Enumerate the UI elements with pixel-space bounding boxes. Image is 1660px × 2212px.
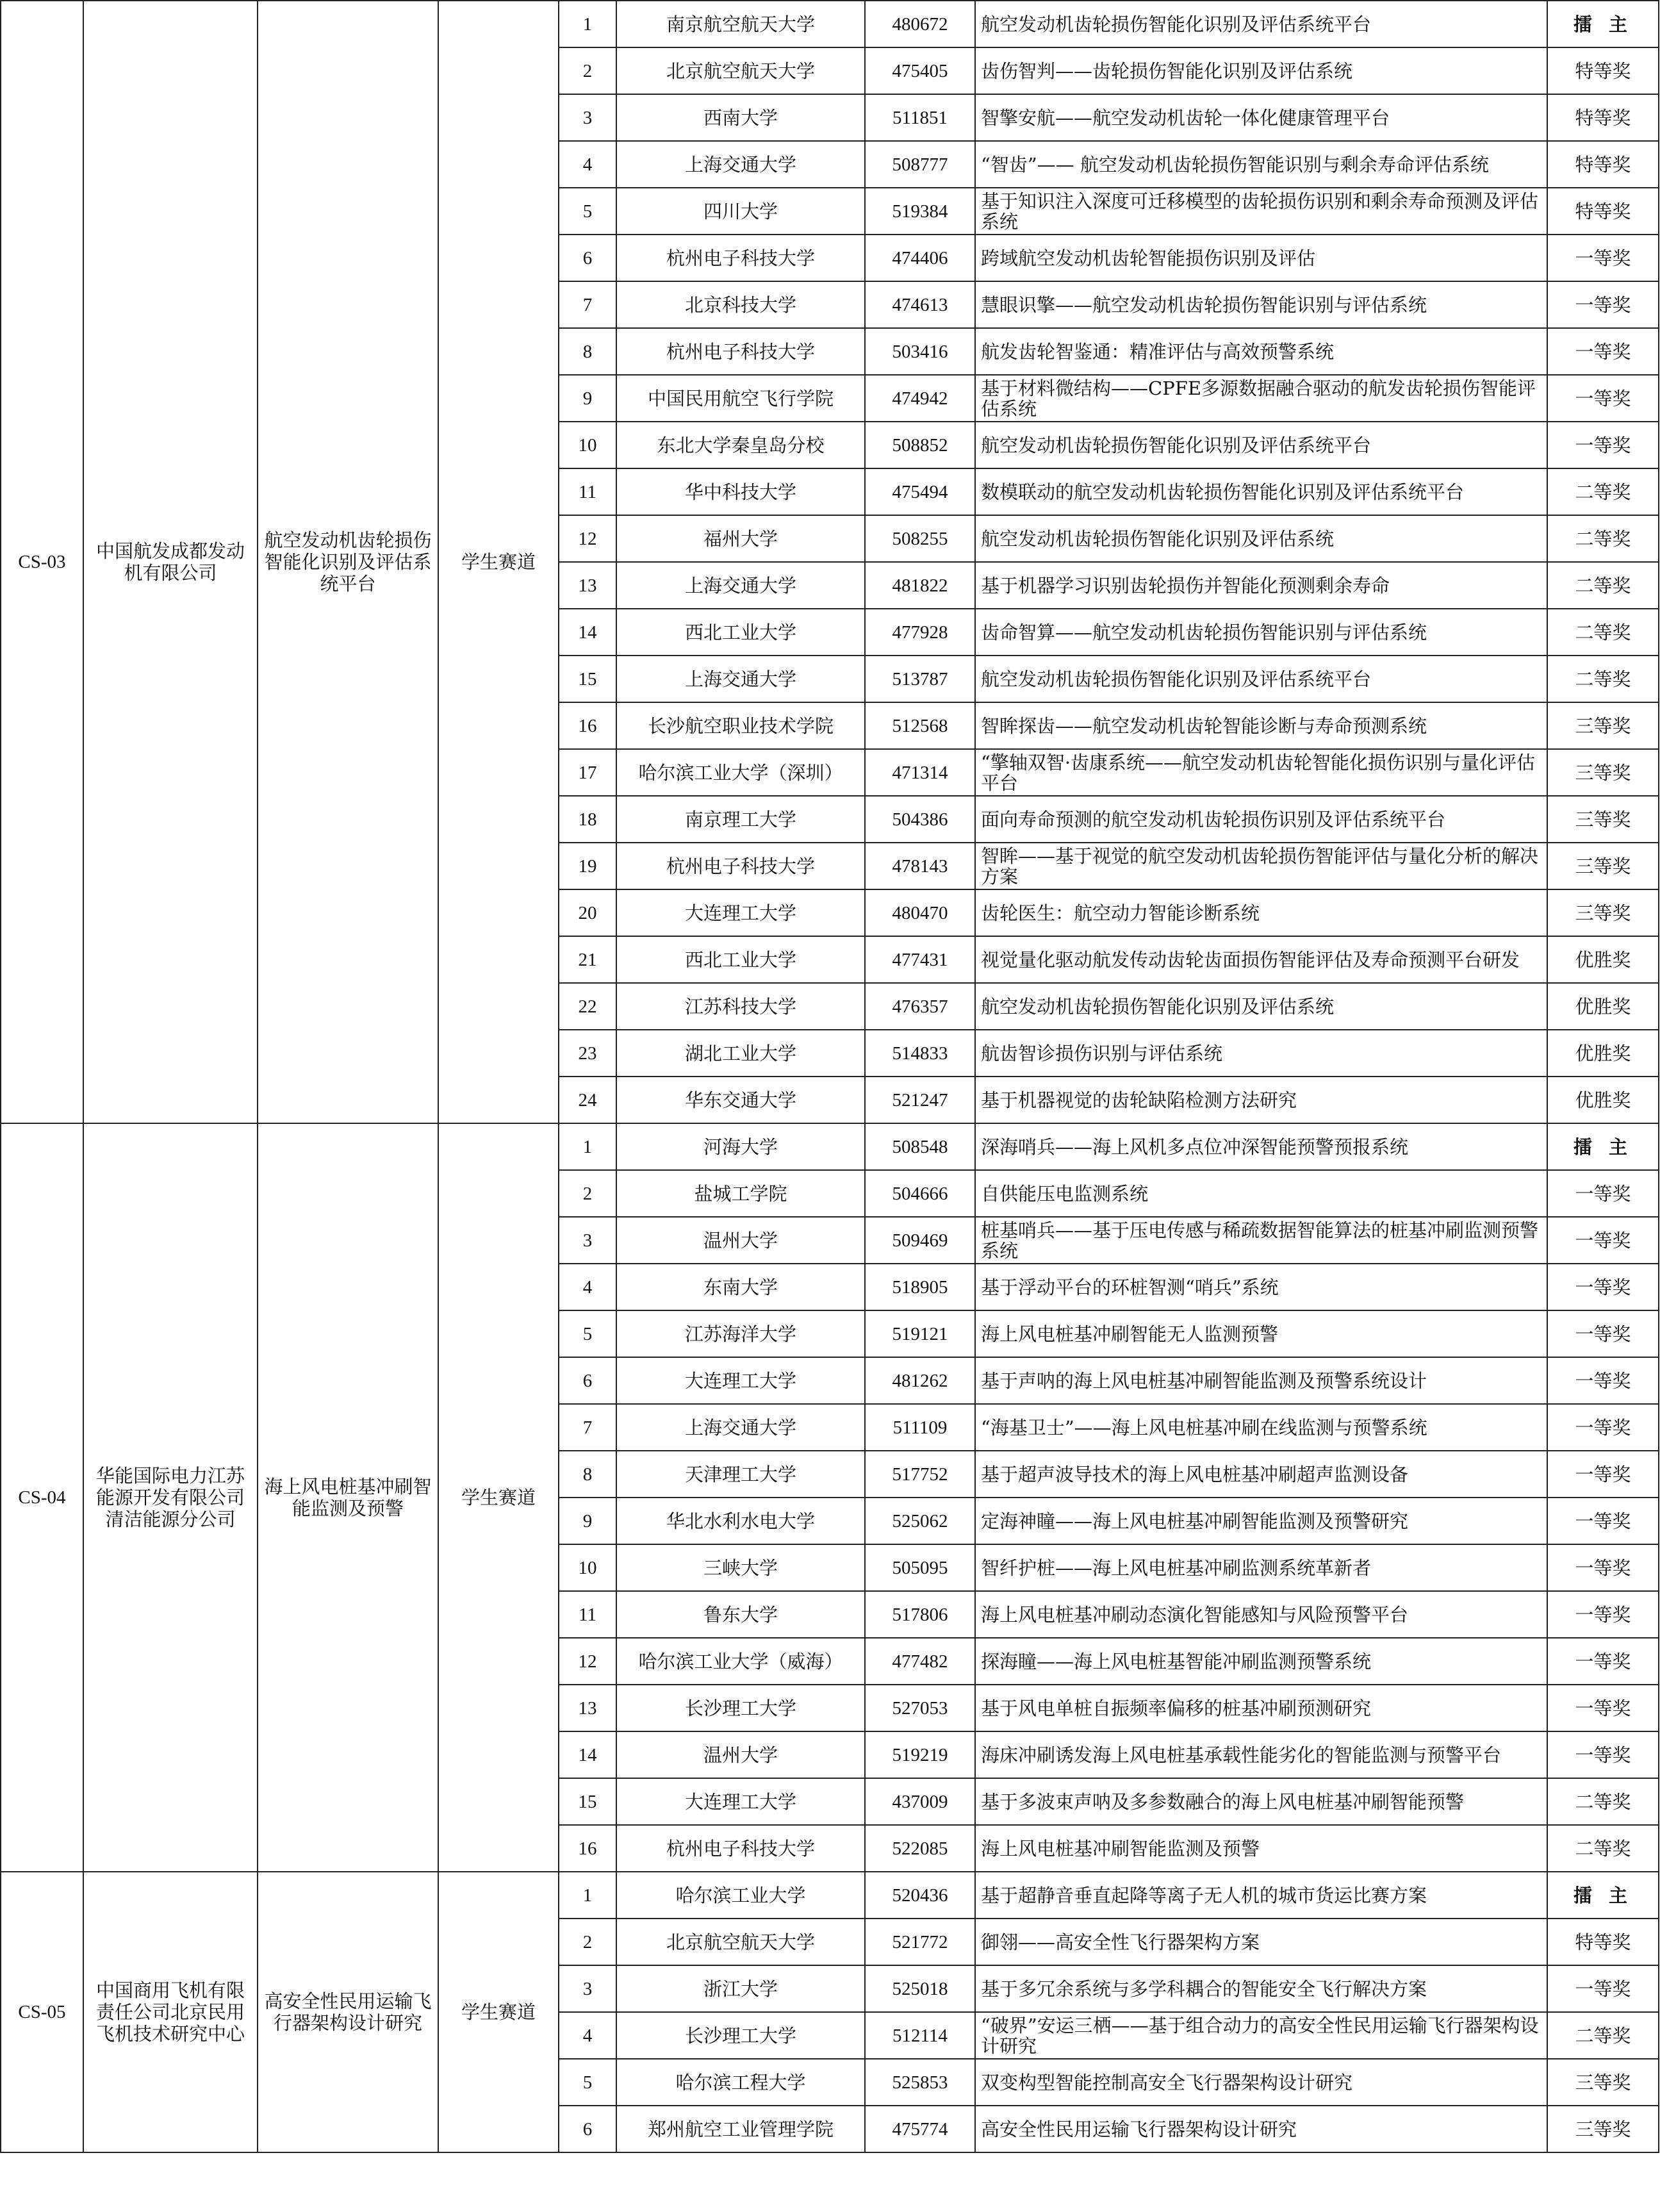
award-level: 特等奖 (1547, 47, 1659, 94)
award-level: 三等奖 (1547, 702, 1659, 749)
award-level: 擂 主 (1547, 1, 1659, 47)
entry-id: 505095 (865, 1544, 975, 1591)
entry-id: 512568 (865, 702, 975, 749)
school-name: 哈尔滨工业大学（深圳） (616, 749, 865, 796)
entry-id: 481262 (865, 1357, 975, 1404)
project-title: 航空发动机齿轮损伤智能化识别及评估系统 (975, 983, 1547, 1030)
row-number: 14 (559, 1731, 616, 1778)
award-level: 三等奖 (1547, 749, 1659, 796)
school-name: 大连理工大学 (616, 1778, 865, 1825)
row-number: 16 (559, 702, 616, 749)
award-level: 二等奖 (1547, 609, 1659, 656)
table-body (1, 1, 1659, 2152)
entry-id: 527053 (865, 1685, 975, 1731)
row-number: 21 (559, 936, 616, 983)
award-level: 三等奖 (1547, 889, 1659, 936)
school-name: 盐城工学院 (616, 1170, 865, 1217)
project-title: 深海哨兵——海上风机多点位冲深智能预警预报系统 (975, 1123, 1547, 1170)
project-title: 基于浮动平台的环桩智测“哨兵”系统 (975, 1264, 1547, 1310)
project-title: 海床冲刷诱发海上风电桩基承载性能劣化的智能监测与预警平台 (975, 1731, 1547, 1778)
project-title: 海上风电桩基冲刷智能无人监测预警 (975, 1310, 1547, 1357)
project-title: 基于机器学习识别齿轮损伤并智能化预测剩余寿命 (975, 562, 1547, 609)
project-title: 基于多波束声呐及多参数融合的海上风电桩基冲刷智能预警 (975, 1778, 1547, 1825)
school-name: 杭州电子科技大学 (616, 1825, 865, 1872)
entry-id: 437009 (865, 1778, 975, 1825)
entry-id: 521772 (865, 1919, 975, 1965)
entry-id: 475494 (865, 468, 975, 515)
row-number: 2 (559, 1170, 616, 1217)
award-level: 一等奖 (1547, 1404, 1659, 1451)
award-level: 一等奖 (1547, 1965, 1659, 2012)
row-number: 5 (559, 188, 616, 235)
project-title: 航空发动机齿轮损伤智能化识别及评估系统平台 (975, 656, 1547, 702)
school-name: 哈尔滨工业大学（威海） (616, 1638, 865, 1685)
school-name: 长沙理工大学 (616, 2012, 865, 2059)
row-number: 1 (559, 1872, 616, 1919)
award-level: 一等奖 (1547, 422, 1659, 468)
award-level: 一等奖 (1547, 1357, 1659, 1404)
school-name: 西北工业大学 (616, 609, 865, 656)
award-level: 特等奖 (1547, 188, 1659, 235)
row-number: 13 (559, 1685, 616, 1731)
award-level: 三等奖 (1547, 843, 1659, 889)
award-level: 优胜奖 (1547, 1030, 1659, 1077)
school-name: 江苏科技大学 (616, 983, 865, 1030)
project-title: 齿命智算——航空发动机齿轮损伤智能识别与评估系统 (975, 609, 1547, 656)
school-name: 长沙航空职业技术学院 (616, 702, 865, 749)
award-level: 三等奖 (1547, 2106, 1659, 2152)
entry-id: 503416 (865, 328, 975, 375)
school-name: 北京航空航天大学 (616, 47, 865, 94)
row-number: 8 (559, 1451, 616, 1498)
project-title: “擎轴双智·齿康系统——航空发动机齿轮智能化损伤识别与量化评估平台 (975, 749, 1547, 796)
row-number: 11 (559, 1591, 616, 1638)
award-level: 一等奖 (1547, 1451, 1659, 1498)
row-number: 15 (559, 656, 616, 702)
school-name: 长沙理工大学 (616, 1685, 865, 1731)
project-title: 航空发动机齿轮损伤智能化识别及评估系统平台 (975, 1, 1547, 47)
project-title: 航空发动机齿轮损伤智能化识别及评估系统 (975, 515, 1547, 562)
entry-id: 511851 (865, 94, 975, 141)
project-title: 数模联动的航空发动机齿轮损伤智能化识别及评估系统平台 (975, 468, 1547, 515)
school-name: 上海交通大学 (616, 141, 865, 188)
entry-id: 513787 (865, 656, 975, 702)
row-number: 24 (559, 1077, 616, 1123)
project-title: 基于超声波导技术的海上风电桩基冲刷超声监测设备 (975, 1451, 1547, 1498)
project-title: 海上风电桩基冲刷动态演化智能感知与风险预警平台 (975, 1591, 1547, 1638)
row-number: 1 (559, 1, 616, 47)
school-name: 中国民用航空飞行学院 (616, 375, 865, 422)
group-company: 华能国际电力江苏能源开发有限公司清洁能源分公司 (83, 1123, 258, 1872)
award-level: 三等奖 (1547, 796, 1659, 843)
award-level: 二等奖 (1547, 656, 1659, 702)
project-title: 基于超静音垂直起降等离子无人机的城市货运比赛方案 (975, 1872, 1547, 1919)
award-level: 一等奖 (1547, 1638, 1659, 1685)
award-level: 二等奖 (1547, 562, 1659, 609)
school-name: 温州大学 (616, 1217, 865, 1264)
row-number: 23 (559, 1030, 616, 1077)
entry-id: 519384 (865, 188, 975, 235)
entry-id: 474406 (865, 235, 975, 281)
row-number: 3 (559, 1965, 616, 2012)
table-row (1, 1123, 1659, 1170)
project-title: 定海神瞳——海上风电桩基冲刷智能监测及预警研究 (975, 1498, 1547, 1544)
award-level: 一等奖 (1547, 1685, 1659, 1731)
entry-id: 477431 (865, 936, 975, 983)
row-number: 18 (559, 796, 616, 843)
row-number: 12 (559, 1638, 616, 1685)
project-title: 齿伤智判——齿轮损伤智能化识别及评估系统 (975, 47, 1547, 94)
entry-id: 478143 (865, 843, 975, 889)
entry-id: 481822 (865, 562, 975, 609)
row-number: 16 (559, 1825, 616, 1872)
project-title: 海上风电桩基冲刷智能监测及预警 (975, 1825, 1547, 1872)
entry-id: 504666 (865, 1170, 975, 1217)
school-name: 华北水利水电大学 (616, 1498, 865, 1544)
group-code: CS-05 (1, 1872, 83, 2152)
group-company: 中国航发成都发动机有限公司 (83, 1, 258, 1123)
entry-id: 508852 (865, 422, 975, 468)
entry-id: 474613 (865, 281, 975, 328)
school-name: 上海交通大学 (616, 656, 865, 702)
group-topic: 海上风电桩基冲刷智能监测及预警 (258, 1123, 438, 1872)
row-number: 6 (559, 2106, 616, 2152)
project-title: 御翎——高安全性飞行器架构方案 (975, 1919, 1547, 1965)
row-number: 3 (559, 1217, 616, 1264)
row-number: 22 (559, 983, 616, 1030)
award-level: 一等奖 (1547, 235, 1659, 281)
project-title: 基于知识注入深度可迁移模型的齿轮损伤识别和剩余寿命预测及评估系统 (975, 188, 1547, 235)
row-number: 17 (559, 749, 616, 796)
entry-id: 519219 (865, 1731, 975, 1778)
project-title: “海基卫士”——海上风电桩基冲刷在线监测与预警系统 (975, 1404, 1547, 1451)
entry-id: 520436 (865, 1872, 975, 1919)
entry-id: 522085 (865, 1825, 975, 1872)
school-name: 大连理工大学 (616, 889, 865, 936)
school-name: 郑州航空工业管理学院 (616, 2106, 865, 2152)
entry-id: 504386 (865, 796, 975, 843)
row-number: 4 (559, 2012, 616, 2059)
entry-id: 476357 (865, 983, 975, 1030)
award-level: 二等奖 (1547, 1825, 1659, 1872)
school-name: 上海交通大学 (616, 1404, 865, 1451)
entry-id: 521247 (865, 1077, 975, 1123)
row-number: 9 (559, 1498, 616, 1544)
school-name: 浙江大学 (616, 1965, 865, 2012)
project-title: 航发齿轮智鉴通：精准评估与高效预警系统 (975, 328, 1547, 375)
award-level: 一等奖 (1547, 1544, 1659, 1591)
entry-id: 477482 (865, 1638, 975, 1685)
project-title: 航空发动机齿轮损伤智能化识别及评估系统平台 (975, 422, 1547, 468)
project-title: 航齿智诊损伤识别与评估系统 (975, 1030, 1547, 1077)
row-number: 19 (559, 843, 616, 889)
school-name: 杭州电子科技大学 (616, 328, 865, 375)
row-number: 2 (559, 1919, 616, 1965)
project-title: 高安全性民用运输飞行器架构设计研究 (975, 2106, 1547, 2152)
school-name: 鲁东大学 (616, 1591, 865, 1638)
project-title: 智眸探齿——航空发动机齿轮智能诊断与寿命预测系统 (975, 702, 1547, 749)
entry-id: 511109 (865, 1404, 975, 1451)
award-level: 二等奖 (1547, 1778, 1659, 1825)
project-title: 面向寿命预测的航空发动机齿轮损伤识别及评估系统平台 (975, 796, 1547, 843)
group-topic: 航空发动机齿轮损伤智能化识别及评估系统平台 (258, 1, 438, 1123)
entry-id: 475774 (865, 2106, 975, 2152)
group-track: 学生赛道 (438, 1872, 559, 2152)
school-name: 江苏海洋大学 (616, 1310, 865, 1357)
row-number: 8 (559, 328, 616, 375)
school-name: 东南大学 (616, 1264, 865, 1310)
award-level: 特等奖 (1547, 1919, 1659, 1965)
school-name: 天津理工大学 (616, 1451, 865, 1498)
entry-id: 509469 (865, 1217, 975, 1264)
award-level: 三等奖 (1547, 2059, 1659, 2106)
school-name: 杭州电子科技大学 (616, 235, 865, 281)
entry-id: 508777 (865, 141, 975, 188)
row-number: 4 (559, 141, 616, 188)
project-title: 慧眼识擎——航空发动机齿轮损伤智能识别与评估系统 (975, 281, 1547, 328)
project-title: 智擎安航——航空发动机齿轮一体化健康管理平台 (975, 94, 1547, 141)
row-number: 10 (559, 422, 616, 468)
school-name: 福州大学 (616, 515, 865, 562)
school-name: 三峡大学 (616, 1544, 865, 1591)
row-number: 14 (559, 609, 616, 656)
award-level: 二等奖 (1547, 468, 1659, 515)
entry-id: 477928 (865, 609, 975, 656)
group-track: 学生赛道 (438, 1123, 559, 1872)
entry-id: 508255 (865, 515, 975, 562)
group-code: CS-03 (1, 1, 83, 1123)
table-row (1, 1872, 1659, 1919)
row-number: 15 (559, 1778, 616, 1825)
school-name: 东北大学秦皇岛分校 (616, 422, 865, 468)
group-topic: 高安全性民用运输飞行器架构设计研究 (258, 1872, 438, 2152)
project-title: 基于风电单桩自振频率偏移的桩基冲刷预测研究 (975, 1685, 1547, 1731)
entry-id: 518905 (865, 1264, 975, 1310)
school-name: 哈尔滨工业大学 (616, 1872, 865, 1919)
award-level: 二等奖 (1547, 515, 1659, 562)
school-name: 华东交通大学 (616, 1077, 865, 1123)
school-name: 南京航空航天大学 (616, 1, 865, 47)
school-name: 西北工业大学 (616, 936, 865, 983)
project-title: 基于机器视觉的齿轮缺陷检测方法研究 (975, 1077, 1547, 1123)
project-title: 智眸——基于视觉的航空发动机齿轮损伤智能评估与量化分析的解决方案 (975, 843, 1547, 889)
school-name: 温州大学 (616, 1731, 865, 1778)
entry-id: 508548 (865, 1123, 975, 1170)
award-level: 一等奖 (1547, 1217, 1659, 1264)
row-number: 6 (559, 1357, 616, 1404)
row-number: 10 (559, 1544, 616, 1591)
entry-id: 512114 (865, 2012, 975, 2059)
row-number: 13 (559, 562, 616, 609)
entry-id: 525853 (865, 2059, 975, 2106)
award-level: 一等奖 (1547, 1731, 1659, 1778)
school-name: 西南大学 (616, 94, 865, 141)
award-level: 特等奖 (1547, 94, 1659, 141)
entry-id: 517752 (865, 1451, 975, 1498)
table-row (1, 1, 1659, 47)
group-code: CS-04 (1, 1123, 83, 1872)
row-number: 5 (559, 1310, 616, 1357)
school-name: 河海大学 (616, 1123, 865, 1170)
entry-id: 519121 (865, 1310, 975, 1357)
row-number: 2 (559, 47, 616, 94)
school-name: 北京科技大学 (616, 281, 865, 328)
project-title: 自供能压电监测系统 (975, 1170, 1547, 1217)
award-level: 一等奖 (1547, 281, 1659, 328)
award-level: 优胜奖 (1547, 983, 1659, 1030)
row-number: 7 (559, 1404, 616, 1451)
entry-id: 480672 (865, 1, 975, 47)
project-title: 视觉量化驱动航发传动齿轮齿面损伤智能评估及寿命预测平台研发 (975, 936, 1547, 983)
award-level: 一等奖 (1547, 1310, 1659, 1357)
entry-id: 474942 (865, 375, 975, 422)
project-title: 智纤护桩——海上风电桩基冲刷监测系统革新者 (975, 1544, 1547, 1591)
entry-id: 475405 (865, 47, 975, 94)
row-number: 6 (559, 235, 616, 281)
award-level: 一等奖 (1547, 1170, 1659, 1217)
award-level: 优胜奖 (1547, 1077, 1659, 1123)
entry-id: 480470 (865, 889, 975, 936)
project-title: 基于材料微结构——CPFE多源数据融合驱动的航发齿轮损伤智能评估系统 (975, 375, 1547, 422)
group-company: 中国商用飞机有限责任公司北京民用飞机技术研究中心 (83, 1872, 258, 2152)
row-number: 5 (559, 2059, 616, 2106)
row-number: 1 (559, 1123, 616, 1170)
project-title: 跨域航空发动机齿轮智能损伤识别及评估 (975, 235, 1547, 281)
award-level: 一等奖 (1547, 1498, 1659, 1544)
school-name: 杭州电子科技大学 (616, 843, 865, 889)
project-title: 基于多冗余系统与多学科耦合的智能安全飞行解决方案 (975, 1965, 1547, 2012)
project-title: 齿轮医生：航空动力智能诊断系统 (975, 889, 1547, 936)
entry-id: 471314 (865, 749, 975, 796)
project-title: 桩基哨兵——基于压电传感与稀疏数据智能算法的桩基冲刷监测预警系统 (975, 1217, 1547, 1264)
project-title: 探海瞳——海上风电桩基智能冲刷监测预警系统 (975, 1638, 1547, 1685)
project-title: “智齿”—— 航空发动机齿轮损伤智能识别与剩余寿命评估系统 (975, 141, 1547, 188)
school-name: 南京理工大学 (616, 796, 865, 843)
row-number: 12 (559, 515, 616, 562)
school-name: 北京航空航天大学 (616, 1919, 865, 1965)
project-title: 基于声呐的海上风电桩基冲刷智能监测及预警系统设计 (975, 1357, 1547, 1404)
school-name: 华中科技大学 (616, 468, 865, 515)
award-level: 二等奖 (1547, 2012, 1659, 2059)
row-number: 11 (559, 468, 616, 515)
row-number: 4 (559, 1264, 616, 1310)
entry-id: 517806 (865, 1591, 975, 1638)
entry-id: 525018 (865, 1965, 975, 2012)
project-title: 双变构型智能控制高安全飞行器架构设计研究 (975, 2059, 1547, 2106)
entry-id: 514833 (865, 1030, 975, 1077)
award-level: 一等奖 (1547, 328, 1659, 375)
project-title: “破界”安运三栖——基于组合动力的高安全性民用运输飞行器架构设计研究 (975, 2012, 1547, 2059)
award-level: 擂 主 (1547, 1123, 1659, 1170)
school-name: 湖北工业大学 (616, 1030, 865, 1077)
row-number: 7 (559, 281, 616, 328)
school-name: 哈尔滨工程大学 (616, 2059, 865, 2106)
school-name: 四川大学 (616, 188, 865, 235)
school-name: 大连理工大学 (616, 1357, 865, 1404)
entry-id: 525062 (865, 1498, 975, 1544)
award-level: 一等奖 (1547, 1591, 1659, 1638)
award-level: 擂 主 (1547, 1872, 1659, 1919)
award-level: 特等奖 (1547, 141, 1659, 188)
award-level: 一等奖 (1547, 1264, 1659, 1310)
award-level: 优胜奖 (1547, 936, 1659, 983)
row-number: 9 (559, 375, 616, 422)
row-number: 20 (559, 889, 616, 936)
award-level: 一等奖 (1547, 375, 1659, 422)
row-number: 3 (559, 94, 616, 141)
group-track: 学生赛道 (438, 1, 559, 1123)
school-name: 上海交通大学 (616, 562, 865, 609)
